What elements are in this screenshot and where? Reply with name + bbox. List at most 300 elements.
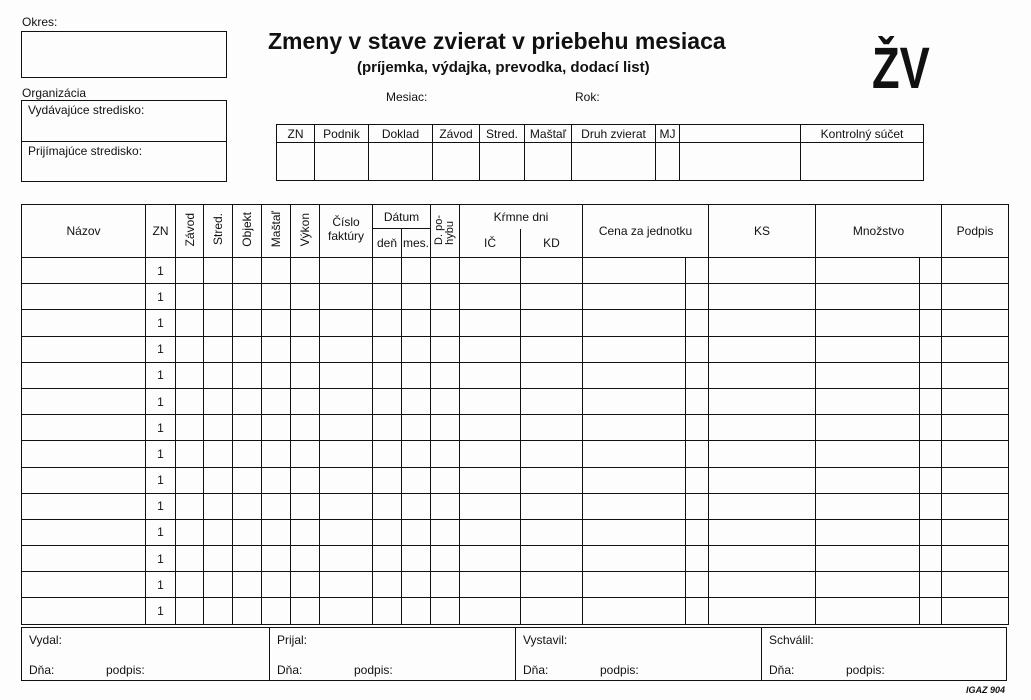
table-cell[interactable] — [176, 415, 204, 441]
table-cell[interactable] — [942, 362, 1009, 388]
table-cell[interactable] — [176, 388, 204, 414]
table-cell[interactable] — [402, 441, 431, 467]
table-row — [22, 493, 1009, 519]
table-cell[interactable] — [709, 493, 816, 519]
table-cell[interactable] — [320, 519, 373, 545]
table-cell[interactable] — [709, 362, 816, 388]
table-cell[interactable] — [291, 598, 320, 624]
table-cell[interactable] — [431, 519, 460, 545]
row-zn-value: 1 — [146, 388, 176, 414]
table-cell[interactable] — [320, 546, 373, 572]
table-cell[interactable] — [942, 598, 1009, 624]
table-cell[interactable] — [176, 362, 204, 388]
table-cell[interactable] — [431, 284, 460, 310]
vystavil-label: Vystavil: — [523, 633, 568, 647]
table-cell[interactable] — [320, 284, 373, 310]
table-cell[interactable] — [22, 310, 146, 336]
code-cell-blank[interactable] — [680, 143, 801, 181]
table-cell[interactable] — [176, 284, 204, 310]
table-cell[interactable] — [320, 336, 373, 362]
code-cell-zavod[interactable] — [433, 143, 480, 181]
table-cell[interactable] — [920, 546, 942, 572]
table-cell[interactable] — [22, 258, 146, 284]
table-cell[interactable] — [460, 572, 521, 598]
table-cell[interactable] — [22, 284, 146, 310]
table-cell[interactable] — [22, 336, 146, 362]
table-cell[interactable] — [431, 598, 460, 624]
table-cell[interactable] — [709, 441, 816, 467]
table-cell[interactable] — [262, 467, 291, 493]
table-cell[interactable] — [431, 546, 460, 572]
table-cell[interactable] — [373, 572, 402, 598]
table-cell[interactable] — [460, 493, 521, 519]
table-cell[interactable] — [686, 546, 709, 572]
table-cell[interactable] — [373, 519, 402, 545]
table-cell[interactable] — [373, 546, 402, 572]
table-cell[interactable] — [920, 519, 942, 545]
footer-vystavil[interactable] — [515, 628, 761, 680]
table-cell[interactable] — [373, 441, 402, 467]
table-cell[interactable] — [920, 388, 942, 414]
table-cell[interactable] — [262, 362, 291, 388]
col-cislo-faktury-line1: Číslo — [332, 215, 360, 229]
table-cell[interactable] — [233, 598, 262, 624]
col-stred — [204, 205, 233, 258]
table-cell[interactable] — [291, 284, 320, 310]
table-cell[interactable] — [291, 467, 320, 493]
table-cell[interactable] — [521, 467, 583, 493]
table-cell[interactable] — [460, 598, 521, 624]
table-cell[interactable] — [176, 546, 204, 572]
table-cell[interactable] — [320, 467, 373, 493]
table-cell[interactable] — [204, 519, 233, 545]
table-cell[interactable] — [262, 598, 291, 624]
table-cell[interactable] — [22, 388, 146, 414]
row-zn-value: 1 — [146, 362, 176, 388]
table-cell[interactable] — [686, 336, 709, 362]
table-cell[interactable] — [521, 519, 583, 545]
table-cell[interactable] — [402, 284, 431, 310]
table-cell[interactable] — [431, 493, 460, 519]
table-cell[interactable] — [920, 310, 942, 336]
table-cell[interactable] — [373, 467, 402, 493]
table-cell[interactable] — [262, 258, 291, 284]
table-cell[interactable] — [709, 598, 816, 624]
row-zn-value: 1 — [146, 493, 176, 519]
table-cell[interactable] — [583, 467, 686, 493]
table-cell[interactable] — [22, 415, 146, 441]
table-cell[interactable] — [373, 258, 402, 284]
table-cell[interactable] — [176, 598, 204, 624]
table-cell[interactable] — [320, 258, 373, 284]
col-mastal — [262, 205, 291, 258]
table-cell[interactable] — [460, 284, 521, 310]
table-cell[interactable] — [686, 310, 709, 336]
table-cell[interactable] — [233, 467, 262, 493]
table-cell[interactable] — [816, 493, 920, 519]
table-cell[interactable] — [262, 388, 291, 414]
table-cell[interactable] — [942, 441, 1009, 467]
table-cell[interactable] — [204, 258, 233, 284]
table-cell[interactable] — [686, 467, 709, 493]
table-cell[interactable] — [816, 441, 920, 467]
table-cell[interactable] — [320, 572, 373, 598]
table-cell[interactable] — [583, 310, 686, 336]
footer-vydal[interactable] — [22, 628, 269, 680]
code-cell-kontrolny-sucet[interactable] — [801, 143, 924, 181]
footer-schvalil[interactable] — [761, 628, 1006, 680]
table-cell[interactable] — [373, 598, 402, 624]
table-cell[interactable] — [262, 415, 291, 441]
table-cell[interactable] — [22, 519, 146, 545]
table-cell[interactable] — [460, 546, 521, 572]
table-cell[interactable] — [521, 546, 583, 572]
table-cell[interactable] — [233, 441, 262, 467]
table-cell[interactable] — [176, 441, 204, 467]
table-cell[interactable] — [320, 415, 373, 441]
table-cell[interactable] — [942, 336, 1009, 362]
table-cell[interactable] — [233, 572, 262, 598]
table-cell[interactable] — [373, 388, 402, 414]
table-cell[interactable] — [583, 519, 686, 545]
table-cell[interactable] — [22, 441, 146, 467]
table-cell[interactable] — [233, 284, 262, 310]
table-cell[interactable] — [709, 310, 816, 336]
table-cell[interactable] — [583, 572, 686, 598]
prijal-podpis-label: podpis: — [354, 663, 393, 677]
table-cell[interactable] — [320, 388, 373, 414]
vydal-dna-label: Dňa: — [29, 663, 55, 677]
table-cell[interactable] — [373, 336, 402, 362]
table-cell[interactable] — [233, 388, 262, 414]
row-zn-value: 1 — [146, 258, 176, 284]
table-cell[interactable] — [22, 546, 146, 572]
col-objekt-label: Objekt — [240, 212, 254, 247]
table-cell[interactable] — [402, 336, 431, 362]
table-cell[interactable] — [262, 336, 291, 362]
table-cell[interactable] — [233, 546, 262, 572]
table-cell[interactable] — [920, 284, 942, 310]
table-cell[interactable] — [262, 572, 291, 598]
code-cell-druh-zvierat[interactable] — [572, 143, 656, 181]
table-cell[interactable] — [176, 572, 204, 598]
table-cell[interactable] — [686, 493, 709, 519]
table-cell[interactable] — [204, 362, 233, 388]
table-cell[interactable] — [402, 467, 431, 493]
table-cell[interactable] — [291, 493, 320, 519]
table-cell[interactable] — [402, 388, 431, 414]
table-cell[interactable] — [431, 310, 460, 336]
table-cell[interactable] — [431, 572, 460, 598]
table-cell[interactable] — [521, 598, 583, 624]
code-cell-zn[interactable] — [277, 143, 315, 181]
col-zn: ZN — [146, 205, 176, 258]
table-cell[interactable] — [816, 415, 920, 441]
table-cell[interactable] — [291, 415, 320, 441]
table-cell[interactable] — [320, 441, 373, 467]
table-cell[interactable] — [521, 310, 583, 336]
table-cell[interactable] — [402, 310, 431, 336]
table-cell[interactable] — [176, 258, 204, 284]
table-cell[interactable] — [460, 441, 521, 467]
table-cell[interactable] — [521, 362, 583, 388]
table-cell[interactable] — [204, 572, 233, 598]
table-cell[interactable] — [460, 310, 521, 336]
table-cell[interactable] — [816, 572, 920, 598]
table-cell[interactable] — [686, 572, 709, 598]
table-cell[interactable] — [709, 467, 816, 493]
table-cell[interactable] — [942, 519, 1009, 545]
table-cell[interactable] — [233, 310, 262, 336]
table-cell[interactable] — [402, 362, 431, 388]
table-cell[interactable] — [176, 467, 204, 493]
table-cell[interactable] — [942, 258, 1009, 284]
signature-footer — [21, 627, 1007, 681]
table-cell[interactable] — [583, 284, 686, 310]
col-nazov: Názov — [22, 205, 146, 258]
table-cell[interactable] — [583, 441, 686, 467]
table-cell[interactable] — [402, 546, 431, 572]
table-cell[interactable] — [521, 493, 583, 519]
table-cell[interactable] — [942, 310, 1009, 336]
table-cell[interactable] — [686, 284, 709, 310]
table-cell[interactable] — [204, 284, 233, 310]
table-cell[interactable] — [816, 336, 920, 362]
footer-prijal[interactable] — [269, 628, 515, 680]
table-cell[interactable] — [816, 388, 920, 414]
table-cell[interactable] — [942, 415, 1009, 441]
table-cell[interactable] — [291, 519, 320, 545]
table-cell[interactable] — [709, 388, 816, 414]
table-row — [22, 258, 1009, 284]
table-cell[interactable] — [816, 546, 920, 572]
table-cell[interactable] — [431, 388, 460, 414]
table-cell[interactable] — [431, 362, 460, 388]
table-cell[interactable] — [233, 493, 262, 519]
table-cell[interactable] — [320, 310, 373, 336]
table-cell[interactable] — [686, 362, 709, 388]
code-cell-mj[interactable] — [656, 143, 680, 181]
table-cell[interactable] — [920, 258, 942, 284]
code-cell-stred[interactable] — [480, 143, 525, 181]
table-cell[interactable] — [686, 415, 709, 441]
rok-label: Rok: — [575, 90, 600, 104]
table-cell[interactable] — [204, 441, 233, 467]
table-cell[interactable] — [204, 415, 233, 441]
table-cell[interactable] — [233, 336, 262, 362]
table-cell[interactable] — [709, 415, 816, 441]
table-cell[interactable] — [204, 336, 233, 362]
col-ks: KS — [709, 205, 816, 258]
col-cena: Cena za jednotku — [583, 205, 709, 258]
table-cell[interactable] — [320, 493, 373, 519]
code-cell-podnik[interactable] — [315, 143, 369, 181]
table-cell[interactable] — [816, 519, 920, 545]
table-cell[interactable] — [233, 519, 262, 545]
table-cell[interactable] — [709, 546, 816, 572]
table-cell[interactable] — [816, 258, 920, 284]
table-cell[interactable] — [291, 362, 320, 388]
table-cell[interactable] — [460, 467, 521, 493]
code-cell-doklad[interactable] — [369, 143, 433, 181]
table-cell[interactable] — [262, 493, 291, 519]
table-cell[interactable] — [460, 519, 521, 545]
table-cell[interactable] — [204, 546, 233, 572]
table-cell[interactable] — [291, 310, 320, 336]
table-cell[interactable] — [204, 493, 233, 519]
table-cell[interactable] — [686, 598, 709, 624]
table-cell[interactable] — [373, 415, 402, 441]
table-cell[interactable] — [583, 493, 686, 519]
table-cell[interactable] — [373, 493, 402, 519]
code-cell-mastal[interactable] — [525, 143, 572, 181]
table-row — [22, 441, 1009, 467]
table-cell[interactable] — [920, 362, 942, 388]
col-den: deň — [373, 229, 402, 258]
table-cell[interactable] — [942, 284, 1009, 310]
table-cell[interactable] — [22, 572, 146, 598]
table-cell[interactable] — [942, 388, 1009, 414]
table-cell[interactable] — [233, 415, 262, 441]
row-zn-value: 1 — [146, 467, 176, 493]
table-cell[interactable] — [583, 598, 686, 624]
table-cell[interactable] — [291, 441, 320, 467]
table-cell[interactable] — [402, 519, 431, 545]
table-cell[interactable] — [521, 258, 583, 284]
prijal-label: Prijal: — [277, 633, 308, 647]
table-cell[interactable] — [431, 441, 460, 467]
table-cell[interactable] — [176, 310, 204, 336]
table-cell[interactable] — [920, 441, 942, 467]
table-cell[interactable] — [920, 467, 942, 493]
table-cell[interactable] — [460, 362, 521, 388]
table-cell[interactable] — [920, 415, 942, 441]
table-cell[interactable] — [431, 258, 460, 284]
table-cell[interactable] — [176, 493, 204, 519]
table-cell[interactable] — [373, 284, 402, 310]
table-cell[interactable] — [22, 362, 146, 388]
table-cell[interactable] — [816, 362, 920, 388]
table-cell[interactable] — [521, 336, 583, 362]
table-cell[interactable] — [402, 258, 431, 284]
table-cell[interactable] — [22, 598, 146, 624]
table-cell[interactable] — [920, 493, 942, 519]
table-cell[interactable] — [583, 546, 686, 572]
table-cell[interactable] — [262, 546, 291, 572]
table-cell[interactable] — [431, 336, 460, 362]
table-cell[interactable] — [402, 493, 431, 519]
table-cell[interactable] — [373, 362, 402, 388]
row-zn-value: 1 — [146, 415, 176, 441]
table-cell[interactable] — [291, 546, 320, 572]
table-cell[interactable] — [920, 572, 942, 598]
table-cell[interactable] — [521, 441, 583, 467]
code-header-doklad: Doklad — [369, 125, 433, 143]
table-cell[interactable] — [709, 572, 816, 598]
table-cell[interactable] — [233, 258, 262, 284]
table-cell[interactable] — [686, 258, 709, 284]
table-cell[interactable] — [709, 336, 816, 362]
table-cell[interactable] — [816, 310, 920, 336]
table-row — [22, 284, 1009, 310]
table-cell[interactable] — [402, 598, 431, 624]
table-cell[interactable] — [583, 415, 686, 441]
table-cell[interactable] — [233, 362, 262, 388]
table-cell[interactable] — [22, 467, 146, 493]
col-zavod-label: Závod — [182, 212, 197, 247]
table-cell[interactable] — [176, 519, 204, 545]
table-cell[interactable] — [709, 284, 816, 310]
table-cell[interactable] — [431, 415, 460, 441]
table-cell[interactable] — [816, 598, 920, 624]
table-cell[interactable] — [431, 467, 460, 493]
table-cell[interactable] — [709, 519, 816, 545]
okres-field[interactable] — [21, 31, 227, 78]
table-cell[interactable] — [816, 284, 920, 310]
table-cell[interactable] — [583, 362, 686, 388]
table-cell[interactable] — [816, 467, 920, 493]
okres-label: Okres: — [22, 15, 58, 29]
table-cell[interactable] — [686, 388, 709, 414]
form-code: IGAZ 904 — [966, 685, 1006, 695]
table-cell[interactable] — [583, 258, 686, 284]
table-cell[interactable] — [460, 258, 521, 284]
table-cell[interactable] — [320, 362, 373, 388]
table-cell[interactable] — [942, 572, 1009, 598]
table-cell[interactable] — [942, 546, 1009, 572]
table-cell[interactable] — [402, 572, 431, 598]
table-cell[interactable] — [920, 598, 942, 624]
table-cell[interactable] — [291, 572, 320, 598]
table-cell[interactable] — [204, 388, 233, 414]
table-cell[interactable] — [460, 388, 521, 414]
schvalil-label: Schválil: — [769, 633, 814, 647]
prijimajuce-label: Prijímajúce stredisko: — [28, 144, 143, 158]
table-cell[interactable] — [460, 336, 521, 362]
table-cell[interactable] — [521, 284, 583, 310]
table-cell[interactable] — [291, 336, 320, 362]
table-cell[interactable] — [521, 572, 583, 598]
table-cell[interactable] — [521, 388, 583, 414]
table-cell[interactable] — [686, 519, 709, 545]
table-cell[interactable] — [920, 336, 942, 362]
table-cell[interactable] — [942, 467, 1009, 493]
col-d-pohybu-line2: hybu — [444, 220, 456, 245]
table-cell[interactable] — [583, 336, 686, 362]
table-cell[interactable] — [176, 336, 204, 362]
table-cell[interactable] — [204, 598, 233, 624]
table-cell[interactable] — [373, 310, 402, 336]
table-cell[interactable] — [22, 493, 146, 519]
table-cell[interactable] — [291, 258, 320, 284]
table-cell[interactable] — [262, 310, 291, 336]
table-cell[interactable] — [204, 310, 233, 336]
table-cell[interactable] — [262, 284, 291, 310]
table-cell[interactable] — [709, 258, 816, 284]
table-cell[interactable] — [204, 467, 233, 493]
table-cell[interactable] — [320, 598, 373, 624]
table-cell[interactable] — [686, 441, 709, 467]
table-cell[interactable] — [521, 415, 583, 441]
table-cell[interactable] — [942, 493, 1009, 519]
table-cell[interactable] — [291, 388, 320, 414]
row-zn-value: 1 — [146, 546, 176, 572]
table-cell[interactable] — [460, 415, 521, 441]
table-cell[interactable] — [262, 519, 291, 545]
table-cell[interactable] — [583, 388, 686, 414]
table-cell[interactable] — [262, 441, 291, 467]
table-cell[interactable] — [402, 415, 431, 441]
